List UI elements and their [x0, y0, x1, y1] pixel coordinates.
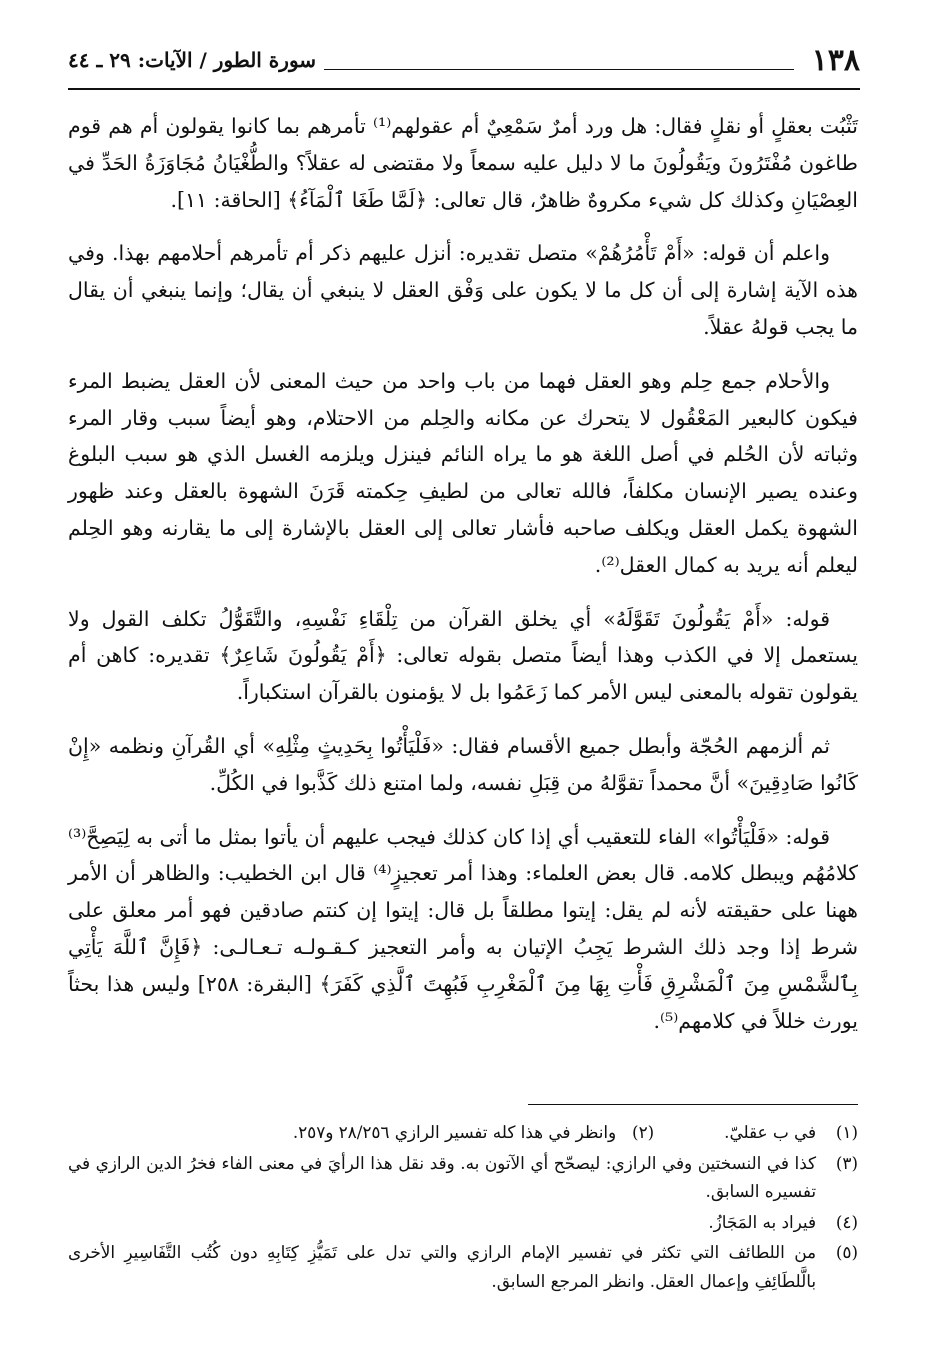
paragraph: قوله: «أَمْ يَقُولُونَ تَقَوَّلَهُ» أي يخلق القرآن من تِلْقَاءِ نَفْسِهِ، والتَّقَوُّلُ تكلف القول ولا يستعمل إلا في الكذب وهذا أيضاً متصل بقوله تعالى: ﴿أَمْ يَقُولُونَ شَاعِرٌ﴾ تقديره: كاهن أم يقولون تقوله بالمعنى ليس الأمر كما زَعَمُوا بل لا يؤمنون بالقرآن استكباراً.	[68, 606, 858, 705]
footnote	[68, 1238, 858, 1295]
footnote	[68, 1208, 858, 1237]
footnote-separator	[528, 1104, 858, 1105]
footnotes	[68, 1118, 858, 1297]
page-number: ١٣٨	[811, 42, 860, 78]
running-title: سورة الطور / الآيات: ٢٩ ـ ٤٤	[68, 48, 317, 72]
paragraph: تَثْبُت بعقلٍ أو نقلٍ فقال: هل ورد أمرٌ سَمْعِيٌ أم عقولهم⁽¹⁾ تأمرهم بما كانوا يقولون أم هم قوم طاغون مُفْتَرُونَ ويَقُولُونَ ما لا دليل عليه سمعاً ولا مقتضى له عقلاً؟ والطُّغْيَانُ مُجَاوَزَةُ الحَدِّ في العِصْيَانِ وكذلك كل شيء مكروهٌ ظاهرٌ، قال تعالى: ﴿لَمَّا طَغَا ٱلْمَآءُ﴾ [الحاقة: ١١].	[68, 114, 859, 212]
header-divider	[324, 69, 794, 70]
footnote-row	[68, 1118, 858, 1149]
footnote-text: كذا في النسختين وفي الرازي: ليصحّح أي الآتون به. وقد نقل هذا الرأيَ في معنى الفاء فخرُ الدين الرازي في تفسيره السابق.	[68, 1152, 816, 1201]
footnote-number: (٣)	[835, 1152, 858, 1173]
footnote-text: من اللطائف التي تكثر في تفسير الإمام الرازي والتي تدل على تَمَيُّزِ كِتَابِهِ دون كُتُب التَّفَاسِيرِ الأخرى بالَّلطَائِفِ وإعمال العقل. وانظر المرجع السابق.	[68, 1242, 816, 1291]
footnote-text: في ب عقليّ.	[724, 1122, 816, 1142]
footnote	[724, 1118, 858, 1147]
main-text	[68, 108, 858, 1056]
paragraph: قوله: «فَلْيَأْتُوا» الفاء للتعقيب أي إذا كان كذلك فيجب عليهم أن يأتوا بمثل ما أتى به لِيَصِحَّ⁽³⁾ كلامُهُم ويبطل كلامه. قال بعض العلماء: وهذا أمر تعجيزٍ⁽⁴⁾ قال ابن الخطيب: والظاهر أن الأمر ههنا على حقيقته لأنه لم يقل: إيتوا مطلقاً بل قال: إيتوا إن كنتم صادقين فهو أمر معلق على شرط إذا وجد ذلك الشرط يَجِبُ الإتيان به وأمر التعجيز كـقـولـه تـعـالـى: ﴿فَإِنَّ ٱللَّهَ يَأْتِي بِٱلشَّمْسِ مِنَ ٱلْمَشْرِقِ فَأْتِ بِهَا مِنَ ٱلْمَغْرِبِ فَبُهِتَ ٱلَّذِي كَفَرَ﴾ [البقرة: ٢٥٨] وليس هذا بحثاً يورث خللاً في كلامهم⁽⁵⁾.	[67, 824, 859, 1033]
paragraph: واعلم أن قوله: «أَمْ تَأْمُرُهُمْ» متصل تقديره: أنزل عليهم ذكر أم تأمرهم أحلامهم بهذا. وفي هذه الآية إشارة إلى أن كل ما لا يكون على وَفْق العقل لا ينبغي أن يقال؛ وإنما ينبغي أن يقال ما يجب قولهُ عقلاً.	[68, 241, 858, 339]
footnote-text: فيراد به المَجَازُ.	[708, 1211, 816, 1232]
header-rule	[68, 88, 860, 90]
paragraph: ثم ألزمهم الحُجّة وأبطل جميع الأقسام فقال: «فَلْيَأْتُوا بِحَدِيثٍ مِثْلِهِ» أي القُرآنِ ونظمه «إِنْ كَانُوا صَادِقِينَ» أنَّ محمداً تقوَّلهُ من قِبَلِ نفسه، ولما امتنع ذلك كَذَّبوا في الكُلِّ.	[68, 733, 858, 795]
footnote-number: (٢)	[632, 1122, 655, 1142]
footnote	[293, 1118, 654, 1147]
footnote-number: (١)	[835, 1122, 858, 1142]
footnote-number: (٥)	[835, 1242, 858, 1262]
footnote-number: (٤)	[835, 1211, 858, 1232]
paragraph: والأحلام جمع حِلم وهو العقل فهما من باب واحد من حيث المعنى لأن العقل يضبط المرء فيكون كالبعير المَعْقُول لا يتحرك عن مكانه والحِلم من الاحتلام، وهو أيضاً سبب وقار المرء وثباته لأن الحُلم في أصل اللغة هو ما يراه النائم فينزل ويلزمه الغسل الذي هو سبب البلوغ وعنده يصير الإنسان مكلفاً، فالله تعالى من لطيفِ حِكمته قَرَنَ الشهوة بالعقل وعند ظهور الشهوة يكمل العقل ويكلف صاحبه فأشار تعالى إلى العقل بالإشارة إلى ما يقارنه وهو الحِلم ليعلم أنه يريد به كمال العقل⁽²⁾.	[68, 368, 858, 577]
footnote	[68, 1149, 858, 1206]
page-header	[68, 38, 860, 82]
footnote-text: وانظر في هذا كله تفسير الرازي ٢٨/٢٥٦ و٢٥٧.	[292, 1122, 617, 1142]
